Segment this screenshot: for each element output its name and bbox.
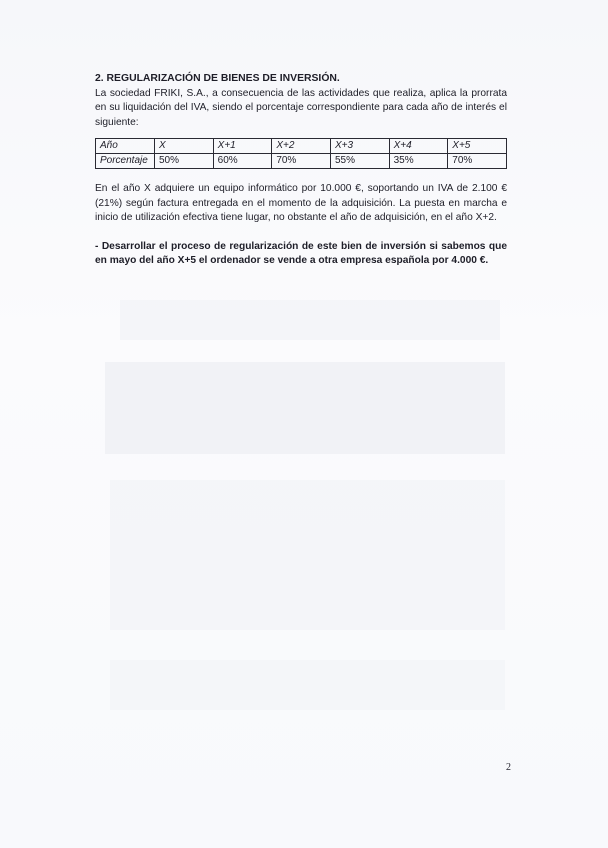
show-through-table (105, 362, 505, 454)
intro-paragraph: La sociedad FRIKI, S.A., a consecuencia de las actividades que realiza, aplica la prorrata en su liquidación del IVA, siendo el porcentaje correspondiente para cada año de interés el siguiente: (95, 87, 507, 128)
show-through-footer-lines (110, 660, 505, 710)
page-number: 2 (506, 762, 511, 773)
table-cell: X+5 (448, 139, 507, 154)
table-cell: 50% (155, 154, 214, 169)
table-cell: 55% (330, 154, 389, 169)
table-cell: X+3 (330, 139, 389, 154)
show-through-text-lines (110, 480, 505, 630)
table-cell: 70% (272, 154, 331, 169)
table-cell: Año (96, 139, 155, 154)
question-paragraph: - Desarrollar el proceso de regularización de este bien de inversión si sabemos que en mayo del año X+5 el ordenador se vende a otra empresa española por 4.000 €. (95, 240, 507, 266)
table-cell: X (155, 139, 214, 154)
table-cell: X+1 (213, 139, 272, 154)
acquisition-paragraph: En el año X adquiere un equipo informático por 10.000 €, soportando un IVA de 2.100 € (21%) según factura entregada en el momento de la adquisición. La puesta en marcha e inicio de utilización efectiva tiene lugar, no obstante el año de adquisición, en el año X+2. (95, 183, 507, 223)
table-row (96, 154, 507, 169)
table-cell: 70% (448, 154, 507, 169)
table-cell: 60% (213, 154, 272, 169)
table-cell: 35% (389, 154, 448, 169)
table-cell: Porcentaje (96, 154, 155, 169)
table-cell: X+2 (272, 139, 331, 154)
document-body (95, 72, 507, 269)
table-cell: X+4 (389, 139, 448, 154)
prorrata-table (95, 138, 507, 169)
table-header-row (96, 139, 507, 154)
section-title: 2. REGULARIZACIÓN DE BIENES DE INVERSIÓN. (95, 73, 340, 84)
show-through-text-block (120, 300, 500, 340)
